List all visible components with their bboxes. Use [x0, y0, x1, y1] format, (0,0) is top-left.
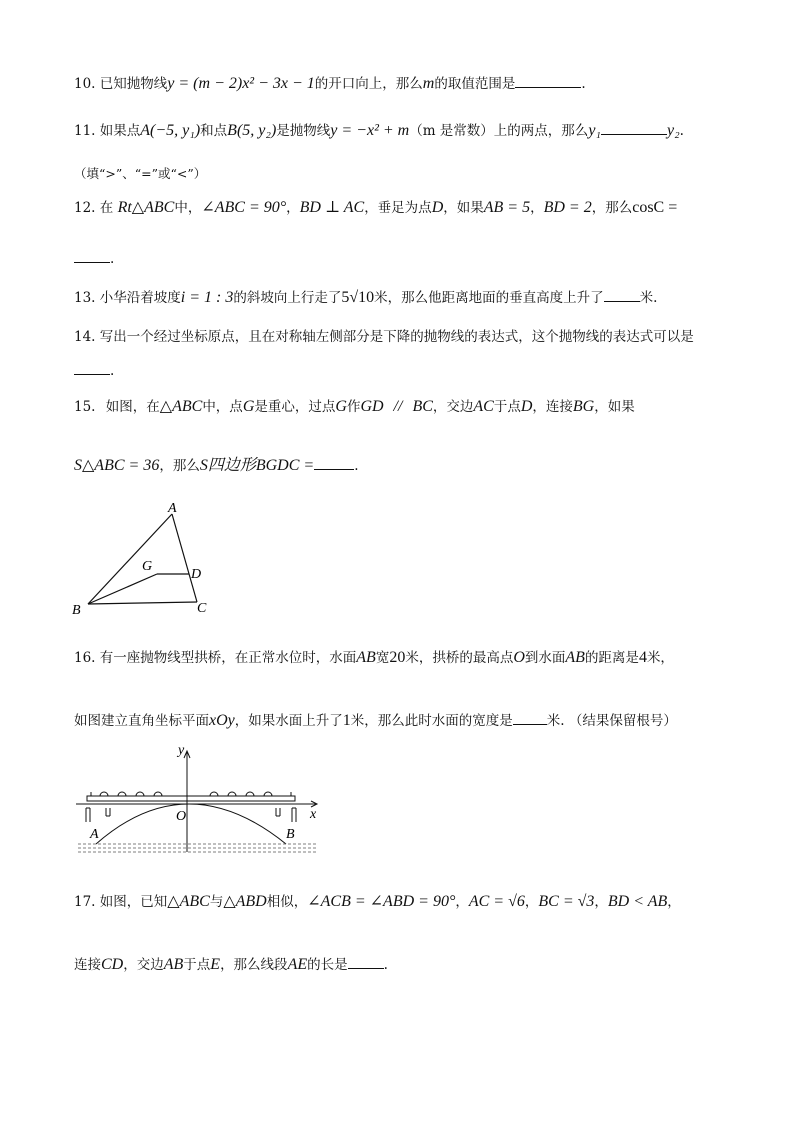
- q17-text-5: ，交边: [123, 957, 164, 973]
- q17-text-1: 如图，已知: [99, 894, 168, 910]
- q10-text-3: 的取值范围是: [434, 76, 516, 92]
- q11-point-b: B(5, y₂): [227, 122, 277, 139]
- q14-end: .: [110, 363, 115, 379]
- q17-text-3: 相似，: [266, 894, 308, 910]
- q11-text-1: 如果点: [99, 123, 141, 139]
- question-16: [74, 648, 674, 668]
- q15-triangle-figure: [70, 498, 220, 620]
- bridge-structure: [76, 751, 317, 852]
- q10-number: 10.: [74, 76, 96, 92]
- q16-text-4: 到水面: [524, 650, 566, 666]
- q12-cos: cosC =: [632, 199, 678, 216]
- q10-formula: y = (m − 2)x² − 3x − 1: [167, 75, 315, 92]
- q15-point-d: D: [520, 398, 533, 415]
- q15-answer-blank[interactable]: [314, 455, 354, 470]
- label-y: y: [178, 743, 185, 758]
- question-10: [74, 73, 586, 94]
- water-lines: [78, 844, 318, 852]
- q12-text-5: ，那么: [591, 200, 633, 216]
- q17-angle: ∠ACB = ∠ABD = 90°: [307, 893, 456, 910]
- q17-text-8: 的长是: [307, 957, 348, 973]
- q17-ae: AE: [287, 956, 308, 973]
- q17-sep-3: ，: [594, 894, 608, 910]
- q15-line-2: [74, 455, 358, 476]
- q17-end: .: [383, 957, 388, 973]
- q10-var: m: [422, 75, 435, 92]
- q16-text-7: 如图建立直角坐标平面: [74, 713, 209, 729]
- q12-point-d: D: [431, 199, 444, 216]
- q17-point-e: E: [210, 956, 221, 973]
- q12-perp: BD ⊥ AC: [299, 199, 365, 216]
- q16-ab-2: AB: [565, 649, 585, 666]
- q12-answer-blank[interactable]: [74, 248, 110, 263]
- label-x: x: [310, 807, 317, 822]
- q15-text-7: ，连接: [532, 399, 573, 415]
- q17-sep-2: ，: [524, 894, 539, 910]
- q17-text-2: 与: [209, 894, 224, 910]
- q15-text-9: ，那么: [159, 458, 200, 474]
- q10-end: .: [581, 76, 586, 92]
- q11-text-4: （m 是常数）上的两点，那么: [409, 123, 589, 139]
- q15-area: S△ABC = 36: [74, 457, 160, 474]
- q17-text-6: 于点: [183, 957, 211, 973]
- q16-bridge-figure: [70, 740, 330, 858]
- q16-xoy: xOy: [209, 712, 235, 729]
- segment-ab: [88, 514, 172, 604]
- question-11: [74, 120, 684, 141]
- q17-cd: CD: [101, 956, 124, 973]
- q12-text-4: ，如果: [443, 200, 484, 216]
- q16-text-9: 米，那么此时水面的宽度是: [350, 713, 513, 729]
- label-g: G: [142, 559, 153, 574]
- left-pier: [86, 808, 110, 822]
- question-15: [74, 397, 635, 417]
- q12-ab: AB = 5: [483, 199, 531, 216]
- label-d: D: [191, 567, 202, 582]
- label-a: A: [168, 501, 177, 516]
- q16-rise: 1: [342, 712, 351, 729]
- q15-text-8: ，如果: [594, 399, 635, 415]
- q17-answer-blank[interactable]: [348, 954, 384, 969]
- q17-sep-1: ，: [455, 894, 469, 910]
- q11-end: .: [679, 123, 684, 139]
- q12-triangle: Rt△ABC: [117, 199, 175, 216]
- q16-number: 16.: [74, 650, 96, 666]
- q13-text-3: 米，那么他距离地面的垂直高度上升了: [374, 290, 604, 306]
- q13-answer-blank[interactable]: [604, 287, 640, 302]
- q17-line-2: [74, 954, 388, 975]
- q13-text-2: 的斜坡向上行走了: [233, 290, 342, 306]
- q16-ab: AB: [356, 649, 376, 666]
- q11-point-a: A(−5, y₁): [140, 122, 201, 139]
- q17-ab: AB: [163, 956, 184, 973]
- q16-text-5: 的距离是: [584, 650, 639, 666]
- q10-text-1: 已知抛物线: [99, 76, 168, 92]
- q15-text-5: ，交边: [432, 399, 474, 415]
- q11-y2: y₂: [666, 122, 680, 139]
- q10-text-2: 的开口向上，那么: [314, 76, 423, 92]
- q16-text-1: 有一座抛物线型拱桥，在正常水位时，水面: [99, 650, 357, 666]
- q12-answer-line: [74, 248, 114, 269]
- q12-sep-1: ，: [286, 200, 300, 216]
- q13-text-4: 米.: [639, 290, 658, 306]
- q17-bc: BC = √3: [538, 893, 595, 910]
- q15-parallel: GD // BC: [360, 398, 433, 415]
- q11-text-2: 和点: [200, 123, 228, 139]
- q13-number: 13.: [74, 290, 96, 306]
- q17-sep-4: ，: [667, 894, 681, 910]
- q15-quad-area: S四边形BGDC =: [199, 457, 315, 474]
- q11-formula: y = −x² + m: [330, 122, 410, 139]
- q13-text-1: 小华沿着坡度: [99, 290, 181, 306]
- q15-point-g: G: [242, 398, 255, 415]
- q14-number: 14.: [74, 329, 96, 345]
- q16-point-o: O: [513, 649, 525, 666]
- q11-text-3: 是抛物线: [276, 123, 331, 139]
- q14-answer-line: [74, 360, 114, 381]
- q16-line-2: [74, 710, 677, 731]
- q16-text-8: ，如果水面上升了: [234, 713, 343, 729]
- label-c: C: [197, 601, 207, 616]
- label-a: A: [90, 827, 99, 842]
- q15-text-1: 如图，在: [105, 399, 160, 415]
- q12-end: .: [110, 251, 115, 267]
- railing-arches: [100, 792, 272, 796]
- q13-slope: i = 1 : 3: [180, 289, 234, 306]
- label-b: B: [72, 603, 81, 618]
- q12-text-2: 中，: [174, 200, 202, 216]
- q17-triangle-1: △ABC: [167, 893, 210, 910]
- q17-number: 17.: [74, 894, 96, 910]
- segment-ac: [172, 514, 197, 602]
- q17-triangle-2: △ABD: [223, 893, 267, 910]
- q15-text-2: 中，点: [202, 399, 243, 415]
- q17-text-7: ，那么线段: [220, 957, 288, 973]
- q15-triangle: △ABC: [159, 398, 203, 415]
- q15-text-4: 作: [346, 399, 361, 415]
- q16-text-6: 米，: [646, 650, 674, 666]
- q12-number: 12.: [74, 200, 96, 216]
- q16-answer-blank[interactable]: [513, 710, 547, 725]
- q15-bg: BG: [572, 398, 595, 415]
- q14-answer-blank[interactable]: [74, 360, 110, 375]
- q12-angle: ∠ABC = 90°: [201, 199, 287, 216]
- right-pier: [276, 808, 296, 822]
- q12-bd: BD = 2: [543, 199, 592, 216]
- label-b: B: [286, 827, 295, 842]
- q16-text-10: 米. （结果保留根号）: [546, 713, 677, 729]
- q11-answer-blank[interactable]: [601, 120, 667, 135]
- q11-hint: （填“>”、“=”或“<”）: [74, 166, 207, 181]
- question-14: [74, 327, 694, 347]
- q10-answer-blank[interactable]: [515, 73, 581, 88]
- q15-text-6: 于点: [493, 399, 521, 415]
- segment-bg: [88, 574, 157, 604]
- q12-text-1: 在: [99, 200, 114, 216]
- q12-text-3: ，垂足为点: [364, 200, 432, 216]
- question-13: [74, 287, 657, 308]
- label-o: O: [176, 809, 187, 824]
- q15-point-g-2: G: [335, 398, 347, 415]
- segment-bc: [88, 602, 197, 604]
- q15-text-3: 是重心，过点: [254, 399, 336, 415]
- q15-end: .: [354, 458, 359, 474]
- q17-ac: AC = √6: [468, 893, 525, 910]
- q17-text-4: 连接: [74, 957, 101, 973]
- q15-ac: AC: [473, 398, 494, 415]
- q14-text-1: 写出一个经过坐标原点，且在对称轴左侧部分是下降的抛物线的表达式，这个抛物线的表达式可以是: [99, 329, 694, 345]
- q16-text-3: 米，拱桥的最高点: [405, 650, 514, 666]
- q11-number: 11.: [74, 123, 96, 139]
- q11-y1: y₁: [588, 122, 601, 139]
- question-12: [74, 198, 677, 218]
- q16-width: 20: [389, 649, 406, 666]
- parabolic-arch: [96, 804, 286, 844]
- q16-height: 4: [638, 649, 647, 666]
- q15-number: 15.: [74, 399, 96, 415]
- q13-distance: 5√10: [341, 289, 375, 306]
- q16-text-2: 宽: [375, 650, 390, 666]
- q12-sep-2: ，: [530, 200, 544, 216]
- question-17: [74, 892, 681, 912]
- bridge-deck: [87, 796, 295, 801]
- q17-bd-ab: BD < AB: [607, 893, 668, 910]
